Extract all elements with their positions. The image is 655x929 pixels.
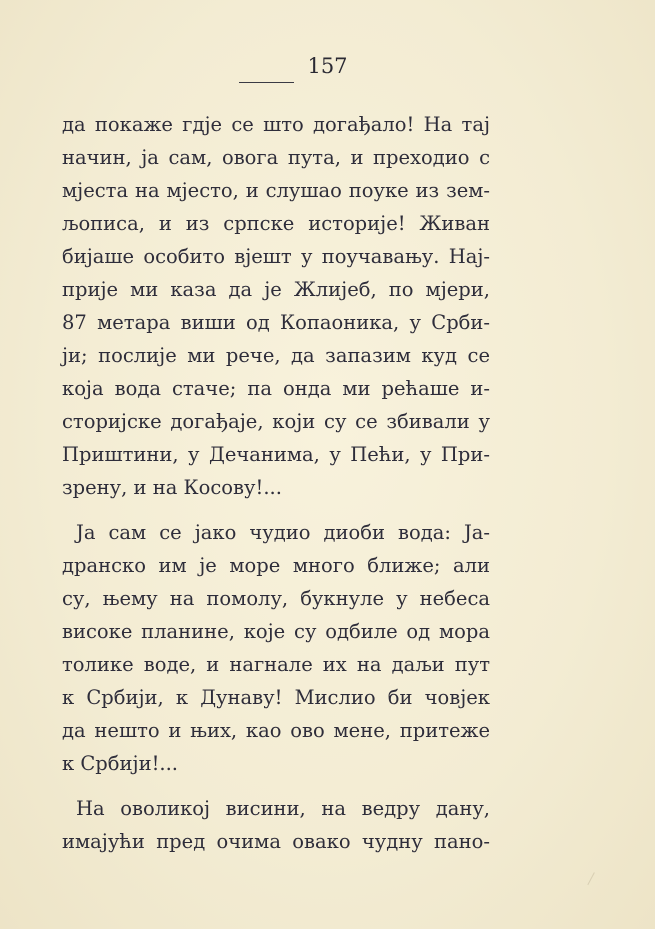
text-line: к Србији!... [62,752,179,775]
body-text [62,108,490,858]
text-line: На оволикој висини, на ведру дану, [76,797,490,820]
text-line: прије ми каза да је Жлијеб, по мјери, [62,278,490,301]
text-line: мјеста на мјесто, и слушао поуке из зем- [62,179,490,202]
text-line: која вода стаче; па онда ми рећаше и- [62,377,490,400]
text-line: зрену, и на Косову!... [62,476,282,499]
text-line: Приштини, у Дечанима, у Пећи, у При- [62,443,490,466]
text-line: имајући пред очима овако чудну пано- [62,830,490,853]
text-line: љописа, и из српске историје! Живан [62,212,490,235]
text-line: Ја сам се јако чудио диоби вода: Ја- [76,521,490,544]
text-line: су, њему на помолу, букнуле у небеса [62,587,490,610]
text-line: к Србији, к Дунаву! Мислио би човјек [62,686,490,709]
paragraph-1 [62,108,490,504]
text-line: 87 метара виши од Копаоника, у Срби- [62,311,490,334]
paragraph-2 [62,516,490,780]
text-line: сторијске догађаје, који су се збивали у [62,410,490,433]
text-line: начин, ја сам, овога пута, и преходио с [62,146,490,169]
paper-mark [587,872,603,890]
page-number-rule [239,82,294,83]
text-line: да нешто и њих, као ово мене, притеже [62,719,490,742]
paragraph-3 [62,792,490,858]
text-line: дранско им је море много ближе; али [62,554,490,577]
text-line: високе планине, које су одбиле од мора [62,620,490,643]
text-line: бијаше особито вјешт у поучавању. Нај- [62,245,490,268]
text-line: да покаже гдје се што догађало! На тај [62,113,490,136]
text-line: толике воде, и нагнале их на даљи пут [62,653,490,676]
page-number: 157 [307,54,348,78]
text-line: ји; послије ми рече, да запазим куд се [62,344,490,367]
